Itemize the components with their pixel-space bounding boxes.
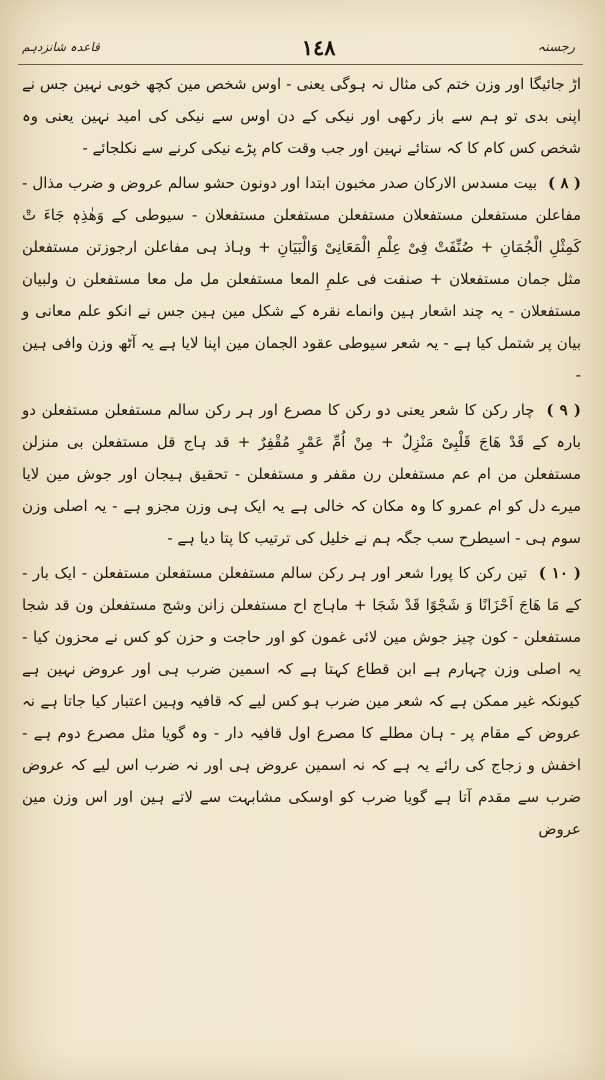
paragraph-text: تین رکن کا پورا شعر اور ہر رکن سالم مستفعلن مستفعلن مستفعلن - ایک بار - کے مَا هَاجَ اَحْزَانًا وَ شَجْوًا قَدْ شَجَا + ماہاج اح مستفعلن زانن وشج مستفعلن ون قد شجا مستفعلن - کون چیز جوش مین لائی غمون کو اور حاجت و حزن کو کس نے محزون کیا - یہ اصلی وزن چہارم ہے ابن قطاع کہتا ہے کہ اسمین ضرب ہی اور عروض نہین ہے کیونکہ غیر ممکن ہے کہ شعر مین ضرب ہو کس لیے کہ قافیہ وہین اعتبار کیا جاتا ہے نہ عروض کے مقام پر - ہان مطلے کا مصرع اول قافیہ دار - وہ گویا مثل مصرع دوم ہے - اخفش و زجاج کی رائے یہ ہے کہ نہ اسمین عروض ہی اور نہ ضرب اس لیے کہ عروض ضرب سے مقدم آتا ہے گویا ضرب کو اوسکی مشابہت سے لاتے ہین اور اس وزن مین عروض: [22, 564, 581, 838]
paragraph-text: بیت مسدس الارکان صدر مخبون ابتدا اور دونون حشو سالم عروض و ضرب مذال - مفاعلن مستفعلن مستفعلان مستفعلن مستفعلن مستفعلان - سیوطی کے وَهٰذِهٖ جَاءَ تْ كَمِثْلِ الْجُمَانِ + صُنِّفَتْ فِیْ عِلْمِ الْمَعَانِیْ وَالْبَیَانِ + وہاذ ہی مفاعلن ارجوزتن مستفعلن مثل جمان مستفعلان + صنفت فی علمِ المعا مستفعلن مل مل معا مستفعلن ن ولبیان مستفعلان - یہ چند اشعار ہین وانماے نقرہ کے شکل مین ہین جس نے انکو علم معانی و بیان پر شتمل کیا ہے - یہ شعر سیوطی عقود الجمان مین اپنا لایا ہے یہ آٹھ وزن وافی ہین -: [22, 174, 581, 384]
header-rule: [18, 64, 583, 65]
paragraph-number: ( ١٠ ): [538, 564, 581, 582]
page-number: ١٤٨: [301, 34, 336, 60]
paragraph-number: ( ٩ ): [546, 401, 581, 419]
paragraph: [22, 394, 581, 554]
running-title: قاعدہ شانزدہم: [22, 40, 100, 54]
paragraph: [22, 557, 581, 845]
paragraph-text: اڑ جائیگا اور وزن ختم کی مثال نہ ہوگی یعنی - اوس شخص مین کچھ خوبی نہین جس نے اپنی بدی تو ہم سے باز رکھی اور نیکی کے دن اوس سے نیکی کی امید نہین یعنی وہ شخص کس کام کا کہ ستائے نہین اور جب وقت کام پڑے نیکی کرنے سے نکلجائے -: [22, 75, 581, 157]
paragraph-text: چار رکن کا شعر یعنی دو رکن کا مصرع اور ہر رکن سالم مستفعلن مستفعلن دو بارہ کے قَدْ هَاجَ قَلْبِیْ مَنْزِلٌ + مِنْ اُمِّ عَمْرٍ مُقْفِرٌ + قد ہاج قل مستفعلن بی منزلن مستفعلن من ام عم مستفعلن رن مقفر و مستفعلن - تحقیق ہیجان اور جوش مین لایا میرے دل کو ام عمرو کا وہ مکان کہ خالی ہے یہ ایک ہی وزن مجزو ہے - یہ اصلی وزن سوم ہی - اسیطرح سب جگہ ہم نے خلیل کی ترتیب کا پتا دیا ہے -: [22, 401, 581, 547]
paragraph: [22, 167, 581, 391]
page-body: [22, 68, 581, 1040]
paragraph-number: ( ٨ ): [548, 174, 581, 192]
paragraph: [22, 68, 581, 164]
page-header: [22, 30, 575, 64]
section-label: رجسنہ: [537, 39, 575, 55]
